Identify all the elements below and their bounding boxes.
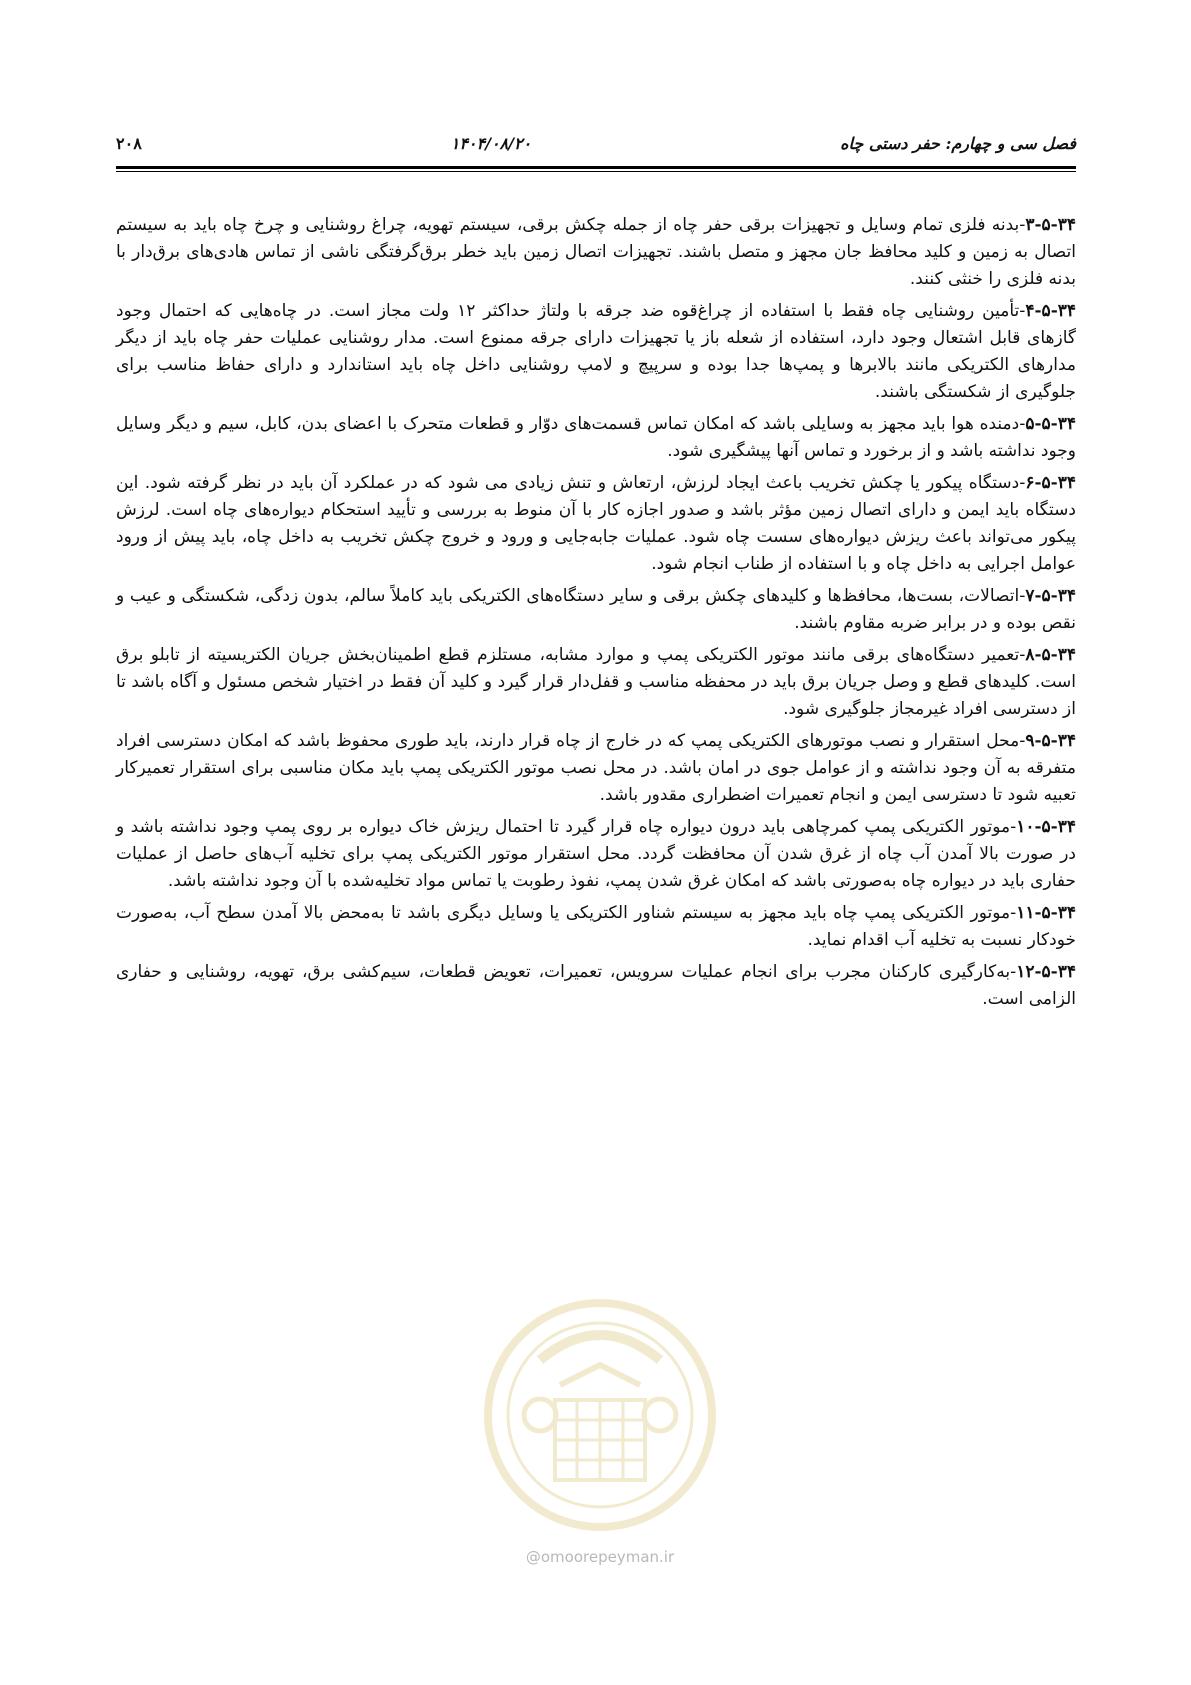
clause-number: ۹-۵-۳۴	[1025, 731, 1076, 751]
clause-text: -موتور الکتریکی پمپ کمرچاهی باید درون دیواره چاه قرار گیرد تا احتمال ریزش خاک دیواره بر روی پمپ وجود نداشته باشد و در صورت بالا آمدن آب چاه از غرق شدن آن محافظت گردد. محل استقرار موتور الکتریکی پمپ برای تخلیه آب‌های حاصل از عملیات حفاری باید در دیواره چاه به‌صورتی باشد که امکان غرق شدن پمپ، نفوذ رطوبت یا تماس مواد تخلیه‌شده با آن وجود نداشته باشد.	[116, 817, 1076, 891]
clause-text: -تأمین روشنایی چاه فقط با استفاده از چراغ‌قوه ضد جرقه با ولتاژ حداکثر ۱۲ ولت مجاز است. در چاه‌هایی که احتمال وجود گازهای قابل اشتعال وجود دارد، استفاده از شعله باز یا تجهیزات دارای جرقه ممنوع است. مدار روشنایی عملیات حفر چاه باید از دیگر مدارهای الکتریکی مانند بالابرها و پمپ‌ها جدا بوده و سرپیچ و لامپ روشنایی داخل چاه باید استاندارد و دارای حفاظ مناسب برای جلوگیری از شکستگی باشند.	[116, 301, 1076, 402]
paragraph-34-5-6	[116, 470, 1076, 578]
clause-number: ۵-۵-۳۴	[1025, 414, 1076, 434]
clause-text: -موتور الکتریکی پمپ چاه باید مجهز به سیستم شناور الکتریکی یا وسایل دیگری باشد تا به‌محض بالا آمدن سطح آب، به‌صورت خودکار نسبت به تخلیه آب اقدام نماید.	[116, 903, 1076, 950]
header-rule-thick	[116, 166, 1076, 169]
clause-text: -بدنه فلزی تمام وسایل و تجهیزات برقی حفر چاه از جمله چکش برقی، سیستم تهویه، چراغ روشنایی و چرخ چاه باید به سیستم اتصال به زمین و کلید محافظ جان مجهز و متصل باشند. تجهیزات اتصال زمین باید خطر برق‌گرفتگی ناشی از تماس هادی‌های برق‌دار با بدنه فلزی را خنثی کنند.	[116, 215, 1076, 289]
paragraph-34-5-12	[116, 959, 1076, 1013]
body-text	[116, 212, 1076, 1018]
chapter-title: فصل سی و چهارم: حفر دستی چاه	[840, 133, 1076, 153]
clause-number: ۱۰-۵-۳۴	[1016, 817, 1076, 837]
paragraph-34-5-3	[116, 212, 1076, 293]
clause-number: ۸-۵-۳۴	[1025, 645, 1076, 665]
paragraph-34-5-10	[116, 814, 1076, 895]
clause-text: -محل استقرار و نصب موتورهای الکتریکی پمپ که در خارج از چاه قرار دارند، باید طوری محفوظ باشد که امکان دسترسی افراد متفرقه به آن وجود نداشته و از عوامل جوی در امان باشد. در محل نصب موتور الکتریکی پمپ باید مکان مناسبی برای استقرار تعمیرکار تعبیه شود تا دسترسی ایمن و انجام تعمیرات اضطراری مقدور باشد.	[116, 731, 1076, 805]
clause-text: -دستگاه پیکور یا چکش تخریب باعث ایجاد لرزش، ارتعاش و تنش زیادی می شود که در عملکرد آن باید در نظر گرفته شود. این دستگاه باید ایمن و دارای اتصال زمین مؤثر باشد و صدور اجازه کار با آن منوط به بررسی و تأیید استحکام دیواره‌های چاه است. لرزش پیکور می‌تواند باعث ریزش دیواره‌های سست چاه شود. عملیات جابه‌جایی و ورود و خروج چکش تخریب به داخل چاه، باید پیش از ورود عوامل اجرایی به داخل چاه و با استفاده از طناب انجام شود.	[116, 473, 1076, 574]
paragraph-34-5-4	[116, 298, 1076, 406]
header-date: ۱۴۰۴/۰۸/۲۰	[450, 133, 532, 153]
clause-text: -دمنده هوا باید مجهز به وسایلی باشد که امکان تماس قسمت‌های دوّار و قطعات متحرک با اعضای بدن، کابل، سیم و دیگر وسایل وجود نداشته باشد و از برخورد و تماس آنها پیشگیری شود.	[116, 414, 1076, 461]
paragraph-34-5-8	[116, 642, 1076, 723]
page-number: ۲۰۸	[116, 133, 142, 153]
clause-number: ۶-۵-۳۴	[1025, 473, 1076, 493]
paragraph-34-5-5	[116, 411, 1076, 465]
clause-number: ۴-۵-۳۴	[1025, 301, 1077, 321]
clause-number: ۷-۵-۳۴	[1025, 586, 1076, 606]
watermark-url: @omoorepeyman.ir	[525, 1548, 675, 1566]
watermark-logo-icon	[480, 1290, 720, 1540]
paragraph-34-5-9	[116, 728, 1076, 809]
page-header	[116, 130, 1076, 156]
clause-text: -اتصالات، بست‌ها، محافظ‌ها و کلیدهای چکش برقی و سایر دستگاه‌های الکتریکی باید کاملاً سالم، بدون زدگی، شکستگی و عیب و نقص بوده و در برابر ضربه مقاوم باشند.	[116, 586, 1076, 633]
paragraph-34-5-11	[116, 900, 1076, 954]
clause-number: ۱۱-۵-۳۴	[1016, 903, 1076, 923]
clause-text: -به‌کارگیری کارکنان مجرب برای انجام عملیات سرویس، تعمیرات، تعویض قطعات، سیم‌کشی برق، تهویه، روشنایی و حفاری الزامی است.	[116, 962, 1076, 1009]
clause-text: -تعمیر دستگاه‌های برقی مانند موتور الکتریکی پمپ و موارد مشابه، مستلزم قطع اطمینان‌بخش جریان الکتریسیته از تابلو برق است. کلیدهای قطع و وصل جریان برق باید در محفظه مناسب و قفل‌دار قرار گیرد و کلید آن فقط در اختیار شخص مسئول و آگاه باشد تا از دسترسی افراد غیرمجاز جلوگیری شود.	[116, 645, 1076, 719]
clause-number: ۱۲-۵-۳۴	[1016, 962, 1076, 982]
paragraph-34-5-7	[116, 583, 1076, 637]
clause-number: ۳-۵-۳۴	[1025, 215, 1076, 235]
header-rule-thin	[116, 171, 1076, 172]
